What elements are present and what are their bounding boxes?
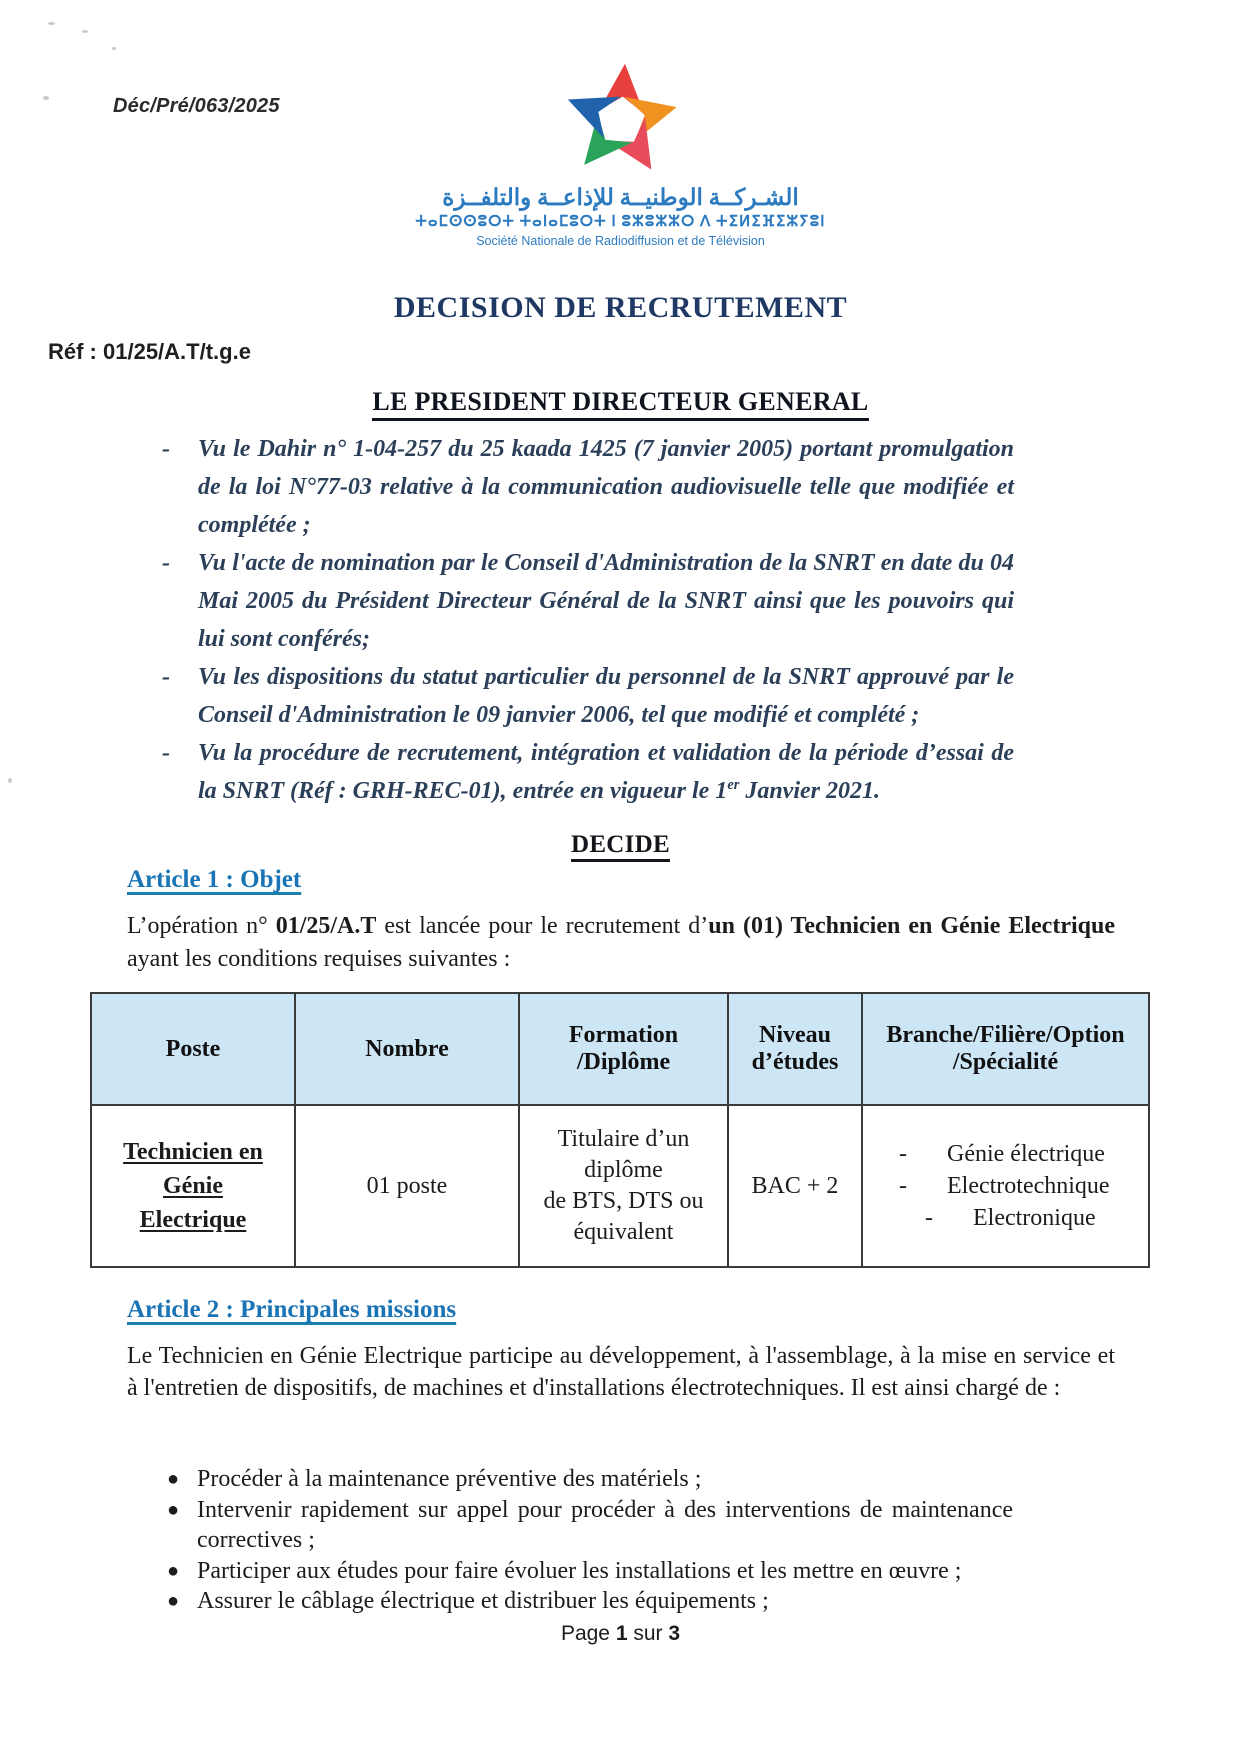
document-reference-number: Déc/Pré/063/2025 bbox=[113, 95, 280, 117]
vu-clause-4 bbox=[162, 734, 1014, 810]
missions-list bbox=[167, 1464, 1013, 1617]
header-poste: Poste bbox=[91, 993, 295, 1105]
requirements-table bbox=[90, 992, 1148, 1268]
company-name-french: Société Nationale de Radiodiffusion et de Télévision bbox=[476, 234, 765, 248]
vu-clause-3 bbox=[162, 658, 1014, 734]
branch-item: - Génie électrique bbox=[893, 1138, 1142, 1170]
list-item: ● Assurer le câblage électrique et distribuer les équipements ; bbox=[167, 1586, 1013, 1617]
total-page-count: 3 bbox=[668, 1622, 681, 1645]
article-2-paragraph: Le Technicien en Génie Electrique participe au développement, à l'assemblage, à la mise en service et à l'entretien de dispositifs, de machines et d'installations électrotechniques. Il est ainsi chargé de : bbox=[127, 1343, 1115, 1401]
president-heading: LE PRESIDENT DIRECTEUR GENERAL bbox=[0, 387, 1241, 421]
page-number-footer: Page 1 sur 3 bbox=[560, 1622, 681, 1645]
dash-mark: - bbox=[162, 550, 170, 576]
vu-clause-text: Vu la procédure de recrutement, intégration et validation de la période d’essai de la SNRT (Réf : GRH-REC-01), entrée en vigueur le 1er Janvier 2021. bbox=[198, 740, 1014, 804]
star-arm-blue bbox=[559, 79, 621, 139]
cell-nombre: 01 poste bbox=[295, 1105, 519, 1267]
snrt-star-logo-icon bbox=[559, 60, 683, 182]
bullet-icon: ● bbox=[167, 1468, 180, 1490]
dash-mark: - bbox=[162, 740, 170, 766]
company-name-arabic: الشـركــة الوطنيــة للإذاعــة والتلفــزة bbox=[442, 185, 799, 210]
scan-artifact bbox=[8, 778, 12, 783]
legal-recitals bbox=[162, 430, 1014, 810]
vu-clause-text: Vu les dispositions du statut particulier du personnel de la SNRT approuvé par le Conseil d'Administration le 09 janvier 2006, tel que modifié et complété ; bbox=[198, 664, 1014, 728]
list-item: ● Intervenir rapidement sur appel pour procéder à des interventions de maintenance correctives ; bbox=[167, 1495, 1013, 1556]
scan-artifact bbox=[48, 22, 55, 25]
company-name-tifinagh: ⵜⴰⵎⵙⵙⵓⵔⵜ ⵜⴰⵏⴰⵎⵓⵔⵜ ⵏ ⵓⵣⵓⵣⵣⵔ ⴷ ⵜⵉⵍⵉⴼⵉⵣⵢⵓⵏ bbox=[415, 214, 826, 230]
vu-clause-text: Vu l'acte de nomination par le Conseil d'Administration de la SNRT en date du 04 Mai 2005 du Président Directeur Général de la SNRT ainsi que les pouvoirs qui lui sont conférés; bbox=[198, 550, 1014, 652]
article-1-paragraph: L’opération n° 01/25/A.T est lancée pour le recrutement d’un (01) Technicien en Génie Electrique ayant les conditions requises suivantes : bbox=[127, 913, 1115, 972]
table-row bbox=[91, 1105, 1149, 1267]
header-niveau: Niveau d’études bbox=[728, 993, 862, 1105]
table-header-row bbox=[91, 993, 1149, 1105]
list-item: ● Procéder à la maintenance préventive des matériels ; bbox=[167, 1464, 1013, 1495]
cell-poste: Technicien en Génie Electrique bbox=[91, 1105, 295, 1267]
header-branche: Branche/Filière/Option /Spécialité bbox=[862, 993, 1149, 1105]
dash-mark: - bbox=[925, 1205, 933, 1231]
document-title: DECISION DE RECRUTEMENT bbox=[393, 291, 848, 324]
bullet-icon: ● bbox=[167, 1559, 180, 1582]
article-2-heading: Article 2 : Principales missions bbox=[127, 1296, 457, 1323]
bullet-icon: ● bbox=[167, 1498, 180, 1521]
article-1-heading: Article 1 : Objet bbox=[127, 866, 302, 893]
snrt-logo bbox=[0, 60, 1241, 248]
dash-mark: - bbox=[162, 436, 170, 462]
vu-clause-1 bbox=[162, 430, 1014, 544]
ordinal-superscript: er bbox=[727, 777, 740, 793]
list-item: ● Participer aux études pour faire évoluer les installations et les mettre en œuvre ; bbox=[167, 1556, 1013, 1587]
cell-branche bbox=[862, 1105, 1149, 1267]
cell-formation: Titulaire d’un diplôme de BTS, DTS ou équivalent bbox=[519, 1105, 728, 1267]
header-nombre: Nombre bbox=[295, 993, 519, 1105]
branch-item: - Electrotechnique bbox=[893, 1170, 1142, 1202]
header-formation: Formation /Diplôme bbox=[519, 993, 728, 1105]
dash-mark: - bbox=[899, 1173, 907, 1199]
decide-heading: DECIDE bbox=[0, 831, 1241, 862]
scan-artifact bbox=[112, 47, 116, 50]
position-title-inline: un (01) Technicien en Génie Electrique bbox=[708, 913, 1115, 939]
cell-niveau: BAC + 2 bbox=[728, 1105, 862, 1267]
branch-item: - Electronique bbox=[893, 1202, 1142, 1234]
operation-number: 01/25/A.T bbox=[275, 913, 377, 939]
scan-artifact bbox=[82, 30, 88, 33]
dash-mark: - bbox=[899, 1141, 907, 1167]
bullet-icon: ● bbox=[167, 1590, 180, 1612]
vu-clause-2 bbox=[162, 544, 1014, 658]
vu-clause-text: Vu le Dahir n° 1-04-257 du 25 kaada 1425 (7 janvier 2005) portant promulgation de la loi N°77-03 relative à la communication audiovisuelle telle que modifiée et complétée ; bbox=[198, 436, 1014, 538]
dash-mark: - bbox=[162, 664, 170, 690]
current-page-number: 1 bbox=[615, 1622, 628, 1645]
operation-reference: Réf : 01/25/A.T/t.g.e bbox=[48, 339, 251, 364]
